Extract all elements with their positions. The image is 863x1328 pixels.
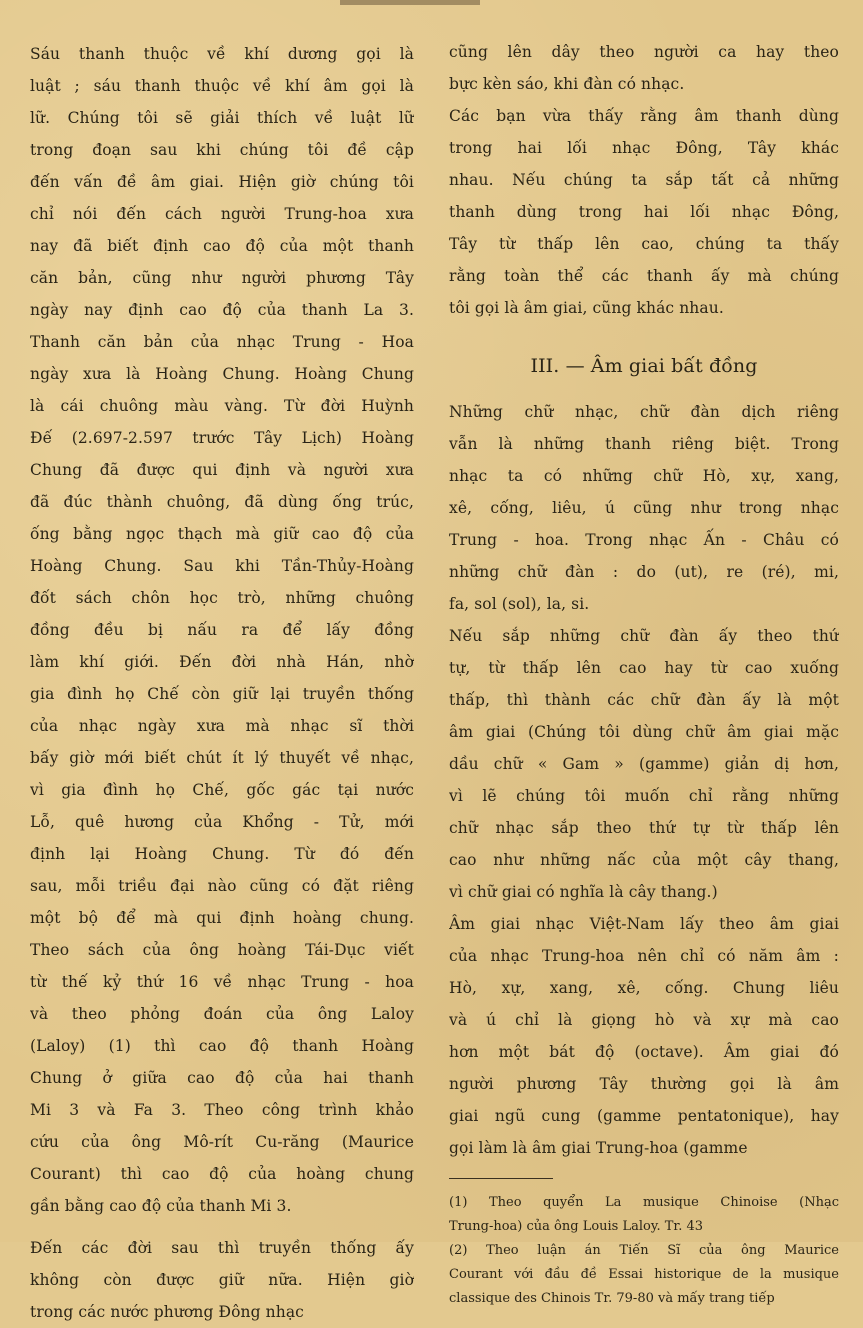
footnote-line: (2) Theo luận án Tiến Sĩ của ông Maurice: [449, 1243, 839, 1258]
right-column-top-paragraphs: [449, 36, 839, 324]
text-line: Lỗ, quê hương của Khổng - Tử, mới: [30, 813, 414, 831]
text-line: trong hai lối nhạc Đông, Tây khác: [449, 139, 839, 157]
text-line: gia đình họ Chế còn giữ lại truyền thống: [30, 685, 414, 703]
text-line: âm giai (Chúng tôi dùng chữ âm giai mặc: [449, 723, 839, 741]
text-line: gọi làm là âm giai Trung-hoa (gamme: [449, 1139, 748, 1157]
text-line: ngày xưa là Hoàng Chung. Hoàng Chung: [30, 365, 414, 383]
text-line: Chung ở giữa cao độ của hai thanh: [30, 1069, 414, 1087]
text-line: đốt sách chôn học trò, những chuông: [30, 589, 414, 607]
text-line: rằng toàn thể các thanh ấy mà chúng: [449, 267, 839, 285]
text-line: bực kèn sáo, khi đàn có nhạc.: [449, 75, 685, 93]
text-line: lữ. Chúng tôi sẽ giải thích về luật lữ: [30, 109, 414, 127]
text-line: luật ; sáu thanh thuộc về khí âm gọi là: [30, 77, 414, 95]
text-line: Chung đã được qui định và người xưa: [30, 461, 414, 479]
footnote-line: (1) Theo quyển La musique Chinoise (Nhạc: [449, 1195, 839, 1210]
text-line: Courant) thì cao độ của hoàng chung: [30, 1165, 414, 1183]
text-line: ống bằng ngọc thạch mà giữ cao độ của: [30, 525, 414, 543]
text-line: gần bằng cao độ của thanh Mi 3.: [30, 1197, 292, 1215]
text-line: làm khí giới. Đến đời nhà Hán, nhờ: [30, 653, 414, 671]
text-line: fa, sol (sol), la, si.: [449, 595, 590, 613]
text-line: xê, cống, liêu, ú cũng như trong nhạc: [449, 499, 839, 517]
text-line: của nhạc ngày xưa mà nhạc sĩ thời: [30, 717, 414, 735]
text-line: từ thế kỷ thứ 16 về nhạc Trung - hoa: [30, 973, 414, 991]
text-line: dầu chữ « Gam » (gamme) giản dị hơn,: [449, 755, 839, 773]
text-line: của nhạc Trung-hoa nên chỉ có năm âm :: [449, 947, 839, 965]
text-line: Nếu sắp những chữ đàn ấy theo thứ: [449, 627, 839, 645]
running-header-smudge: [340, 0, 480, 5]
text-line: vì chữ giai có nghĩa là cây thang.): [449, 883, 718, 901]
text-line: nhạc ta có những chữ Hò, xự, xang,: [449, 467, 839, 485]
text-line: (Laloy) (1) thì cao độ thanh Hoàng: [30, 1037, 414, 1055]
text-line: Các bạn vừa thấy rằng âm thanh dùng: [449, 107, 839, 125]
text-line: bấy giờ mới biết chút ít lý thuyết về nhạc,: [30, 749, 414, 767]
text-line: không còn được giữ nữa. Hiện giờ: [30, 1271, 414, 1289]
text-line: tôi gọi là âm giai, cũng khác nhau.: [449, 299, 724, 317]
text-line: đến vấn đề âm giai. Hiện giờ chúng tôi: [30, 173, 414, 191]
text-line: Hoàng Chung. Sau khi Tần-Thủy-Hoàng: [30, 557, 414, 575]
text-line: trong các nước phương Đông nhạc: [30, 1303, 304, 1321]
text-line: chỉ nói đến cách người Trung-hoa xưa: [30, 205, 414, 223]
text-line: những chữ đàn : do (ut), re (ré), mi,: [449, 563, 839, 581]
text-line: Đế (2.697-2.597 trước Tây Lịch) Hoàng: [30, 429, 414, 447]
text-line: [30, 1222, 414, 1232]
text-line: là cái chuông màu vàng. Từ đời Huỳnh: [30, 397, 414, 415]
footnote-separator: [449, 1178, 553, 1179]
footnotes: [449, 1191, 839, 1311]
text-line: cũng lên dây theo người ca hay theo: [449, 43, 839, 61]
text-line: nhau. Nếu chúng ta sắp tất cả những: [449, 171, 839, 189]
text-line: và theo phỏng đoán của ông Laloy: [30, 1005, 414, 1023]
text-line: vì gia đình họ Chế, gốc gác tại nước: [30, 781, 414, 799]
right-text-column: [449, 36, 839, 1311]
text-line: một bộ để mà qui định hoàng chung.: [30, 909, 414, 927]
text-line: đồng đều bị nấu ra để lấy đồng: [30, 621, 414, 639]
text-line: Thanh căn bản của nhạc Trung - Hoa: [30, 333, 414, 351]
text-line: Âm giai nhạc Việt-Nam lấy theo âm giai: [449, 915, 839, 933]
text-line: thấp, thì thành các chữ đàn ấy là một: [449, 691, 839, 709]
text-line: định lại Hoàng Chung. Từ đó đến: [30, 845, 414, 863]
text-line: người phương Tây thường gọi là âm: [449, 1075, 839, 1093]
section-heading: III. — Âm giai bất đồng: [530, 355, 758, 377]
text-line: Sáu thanh thuộc về khí dương gọi là: [30, 45, 414, 63]
text-line: đã đúc thành chuông, đã dùng ống trúc,: [30, 493, 414, 511]
text-line: căn bản, cũng như người phương Tây: [30, 269, 414, 287]
text-line: thanh dùng trong hai lối nhạc Đông,: [449, 203, 839, 221]
text-line: ngày nay định cao độ của thanh La 3.: [30, 301, 414, 319]
text-line: Trung - hoa. Trong nhạc Ấn - Châu có: [449, 531, 839, 549]
footnote-line: classique des Chinois Tr. 79-80 và mấy trang tiếp: [449, 1291, 775, 1306]
text-line: hơn một bát độ (octave). Âm giai đó: [449, 1043, 839, 1061]
text-line: nay đã biết định cao độ của một thanh: [30, 237, 414, 255]
text-line: vẫn là những thanh riêng biệt. Trong: [449, 435, 839, 453]
text-line: và ú chỉ là giọng hò và xự mà cao: [449, 1011, 839, 1029]
footnote-line: Courant với đầu đề Essai historique de la musique: [449, 1267, 839, 1282]
text-line: Theo sách của ông hoàng Tái-Dục viết: [30, 941, 414, 959]
text-line: Tây từ thấp lên cao, chúng ta thấy: [449, 235, 839, 253]
text-line: cứu của ông Mô-rít Cu-răng (Maurice: [30, 1133, 414, 1151]
text-line: trong đoạn sau khi chúng tôi đề cập: [30, 141, 414, 159]
text-line: giai ngũ cung (gamme pentatonique), hay: [449, 1107, 839, 1125]
left-text-column: [30, 38, 414, 1328]
right-column-body-paragraphs: [449, 396, 839, 1164]
text-line: tự, từ thấp lên cao hay từ cao xuống: [449, 659, 839, 677]
text-line: Những chữ nhạc, chữ đàn dịch riêng: [449, 403, 839, 421]
text-line: Đến các đời sau thì truyền thống ấy: [30, 1239, 414, 1257]
text-line: Hò, xự, xang, xê, cống. Chung liêu: [449, 979, 839, 997]
text-line: chữ nhạc sắp theo thứ tự từ thấp lên: [449, 819, 839, 837]
footnote-line: Trung-hoa) của ông Louis Laloy. Tr. 43: [449, 1219, 703, 1234]
text-line: Mi 3 và Fa 3. Theo công trình khảo: [30, 1101, 414, 1119]
text-line: sau, mỗi triều đại nào cũng có đặt riêng: [30, 877, 414, 895]
text-line: vì lẽ chúng tôi muốn chỉ rằng những: [449, 787, 839, 805]
text-line: cao như những nấc của một cây thang,: [449, 851, 839, 869]
